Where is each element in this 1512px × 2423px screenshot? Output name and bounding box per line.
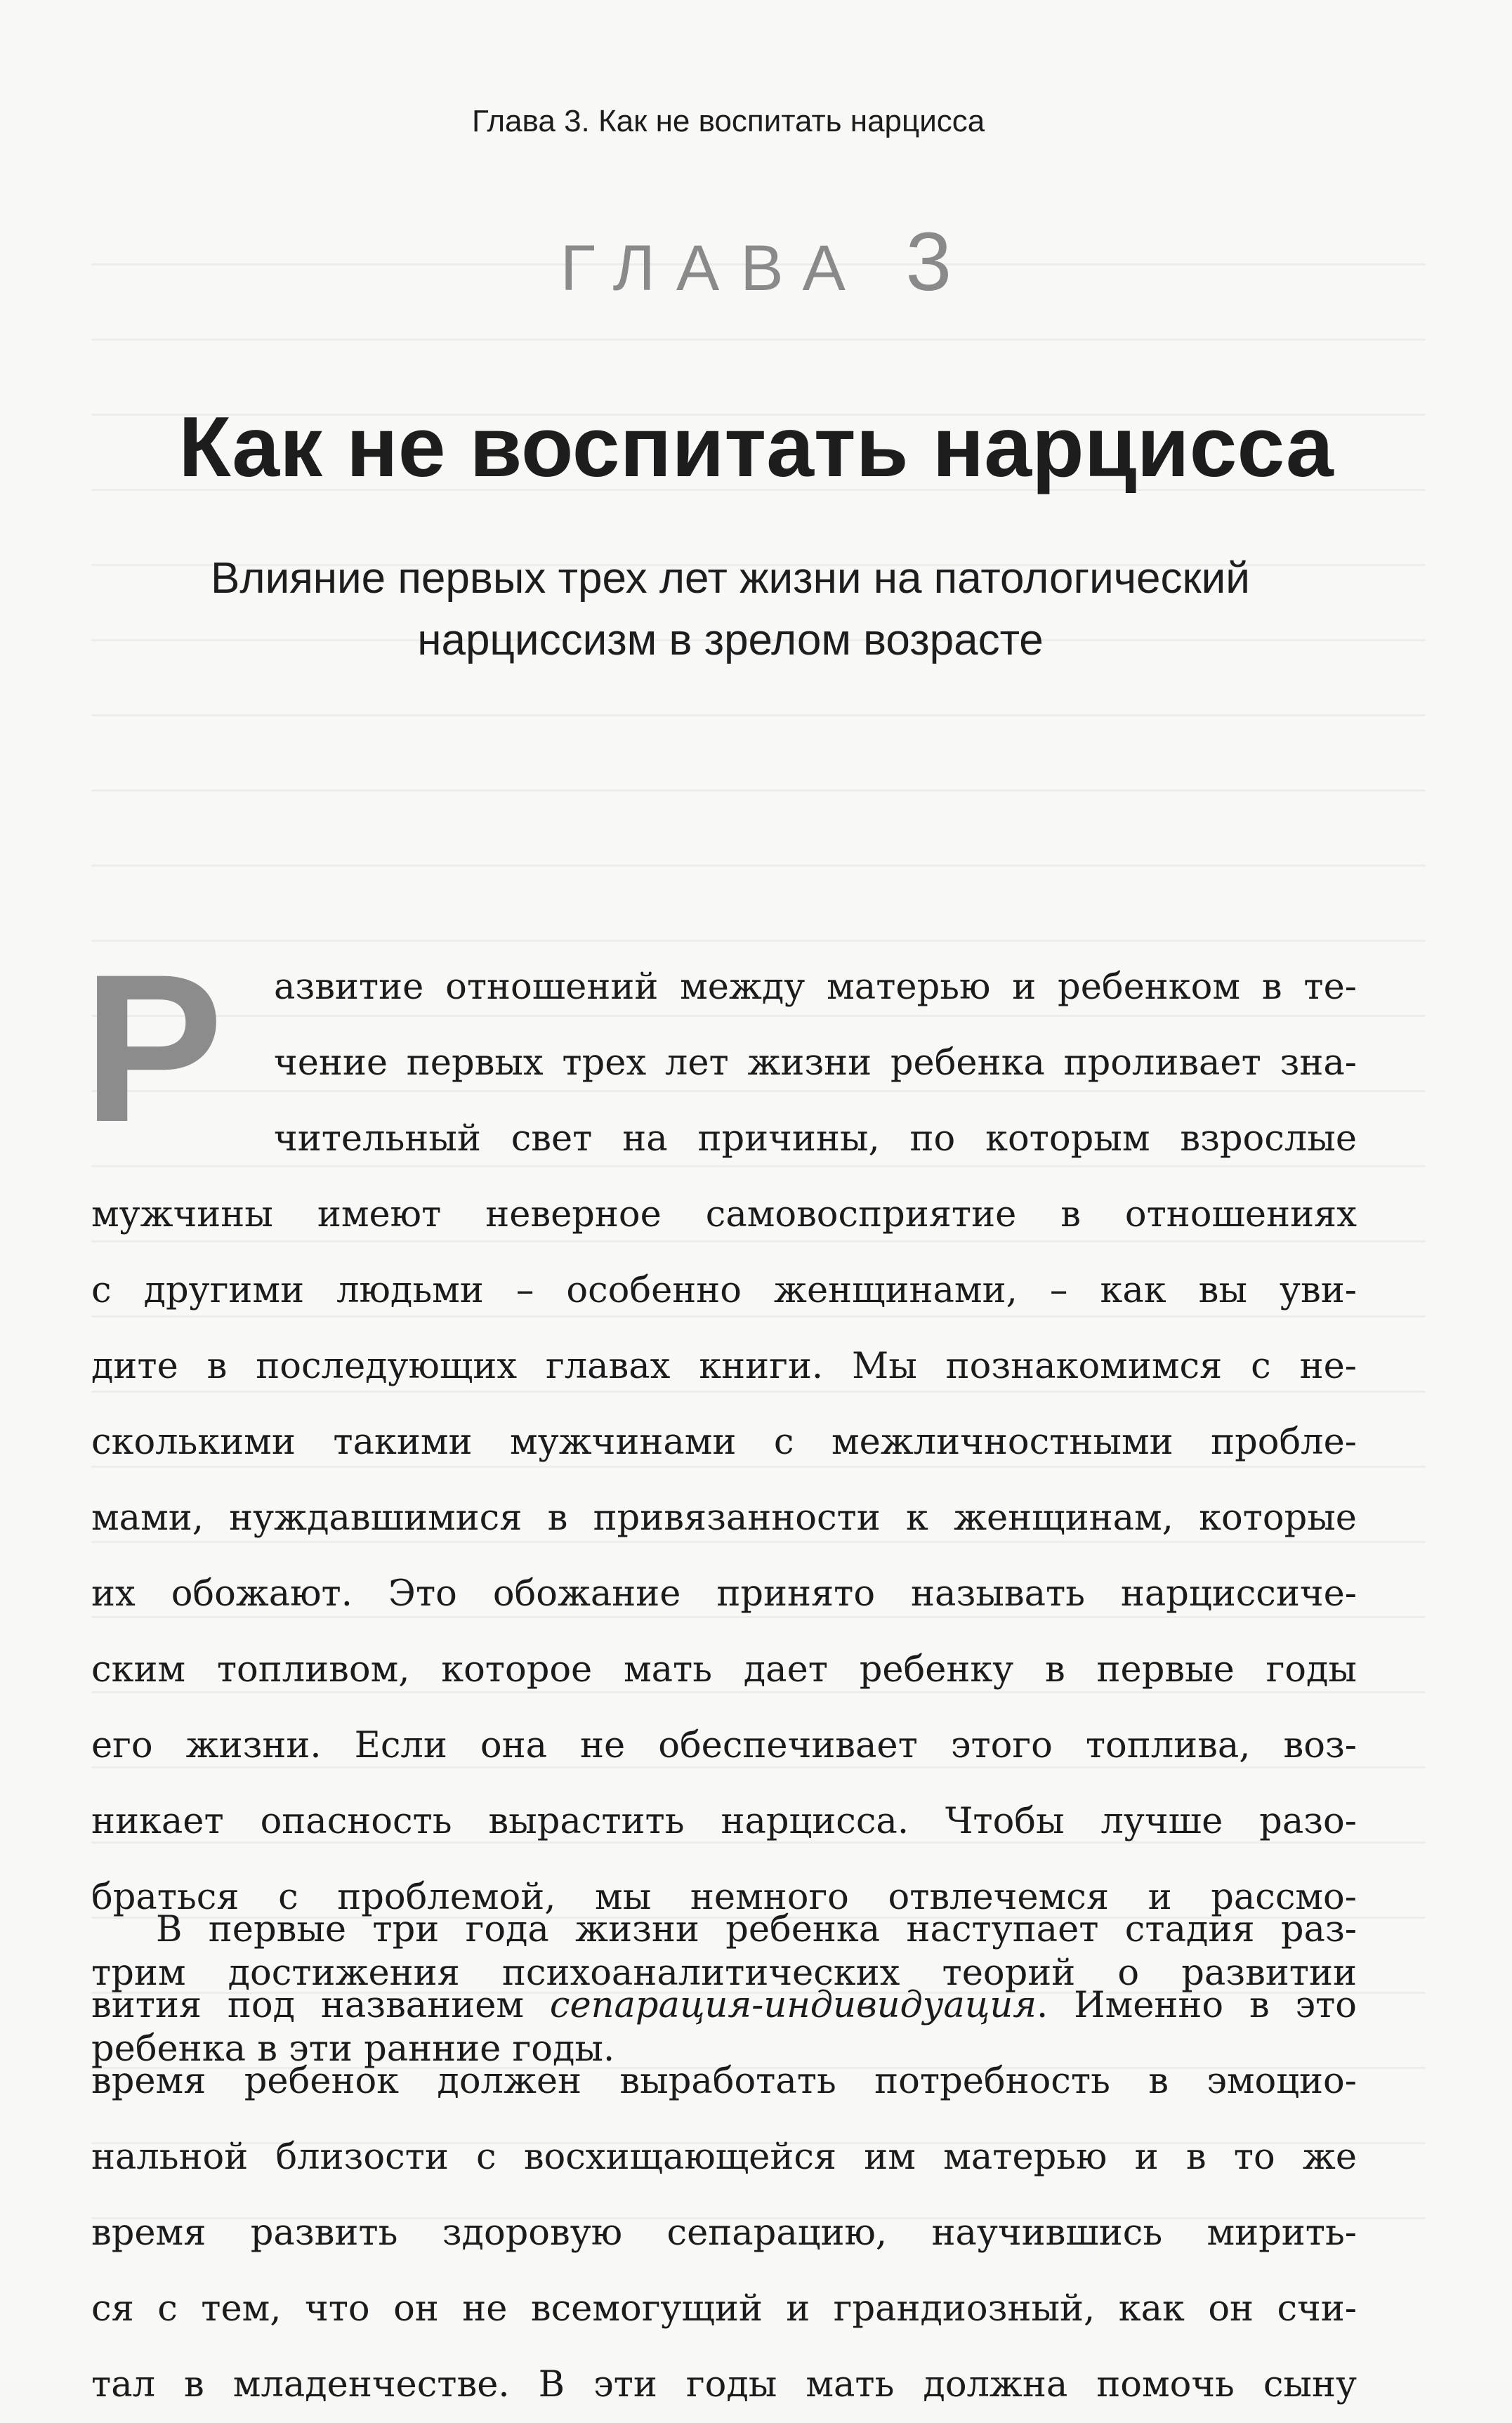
text-line: его жизни. Если она не обеспечивает этого топлива, воз- [91,1725,1357,1766]
chapter-label-word: ГЛАВА [560,232,867,304]
subtitle-line: Влияние первых трех лет жизни на патологический [211,554,1250,603]
text-line: время развить здоровую сепарацию, научившись мирить- [91,2212,1357,2254]
text-fragment: . Именно в это [1037,1985,1357,2026]
text-line: нальной близости с восхищающейся им матерью и в то же [91,2136,1357,2178]
text-line: браться с проблемой, мы немного отвлечемся и рассмо- [91,1877,1357,1918]
paragraph-2 [91,1892,1357,2423]
text-line: мужчины имеют неверное самовосприятие в отношениях [91,1194,1357,1235]
text-line: мами, нуждавшимися в привязанности к женщинам, которые [91,1497,1357,1539]
drop-cap: Р [83,930,224,1166]
text-line-with-term [91,1968,1357,2044]
text-line: никает опасность вырастить нарцисса. Чтобы лучше разо- [91,1801,1357,1842]
text-line: сколькими такими мужчинами с межличностными пробле- [91,1421,1357,1463]
text-line: их обожают. Это обожание принято называть нарциссиче- [91,1573,1357,1615]
italic-term: сепарация-индивидуация [549,1985,1037,2026]
text-line: трим достижения психоаналитических теорий о развитии [91,1952,1357,1994]
text-line: время ребенок должен выработать потребность в эмоцио- [91,2061,1357,2102]
text-line: дите в последующих главах книги. Мы познакомимся с не- [91,1346,1357,1387]
chapter-title: Как не воспитать нарцисса [178,399,1334,494]
text-line: чительный свет на причины, по которым взрослые [274,1118,1357,1160]
chapter-subtitle [91,548,1369,671]
running-head: Глава 3. Как не воспитать нарцисса [472,104,985,138]
text-line: В первые три года жизни ребенка наступает стадия раз- [156,1909,1357,1950]
text-line: чение первых трех лет жизни ребенка проливает зна- [274,1042,1357,1084]
text-line: азвитие отношений между матерью и ребенком в те- [274,966,1357,1008]
text-fragment: вития под названием [91,1985,550,2026]
text-line: ским топливом, которое мать дает ребенку в первые годы [91,1649,1357,1690]
text-line: тал в младенчестве. В эти годы мать должна помочь сыну [91,2364,1357,2405]
text-line: ребенка в эти ранние годы. [91,2028,615,2070]
chapter-label [0,216,1512,308]
text-line: ся с тем, что он не всемогущий и грандиозный, как он счи- [91,2288,1357,2330]
text-line: с другими людьми – особенно женщинами, – как вы уви- [91,1270,1357,1311]
subtitle-line: нарциссизм в зрелом возрасте [417,616,1044,664]
chapter-number: 3 [905,216,952,308]
